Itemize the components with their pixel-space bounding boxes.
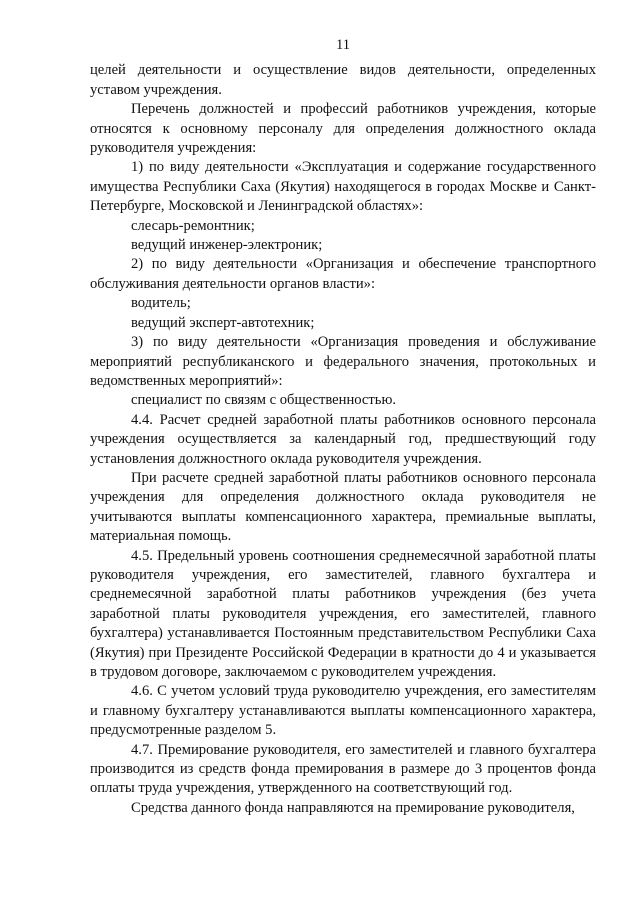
page-number: 11 (335, 37, 351, 53)
paragraph: Перечень должностей и профессий работников учреждения, которые относятся к основному персоналу для определения должностного оклада руководителя учреждения: (90, 101, 596, 157)
paragraph: 1) по виду деятельности «Эксплуатация и содержание государственного имущества Республики Саха (Якутия) находящегося в городах Москве и Санкт-Петербурге, Московской и Ленинградской областях»: (90, 159, 596, 215)
paragraph: 4.6. С учетом условий труда руководителю учреждения, его заместителям и главному бухгалтеру устанавливаются выплаты компенсационного характера, предусмотренные разделом 5. (90, 683, 596, 739)
paragraph: 3) по виду деятельности «Организация проведения и обслуживание мероприятий республиканского и федерального значения, протокольных и ведомственных мероприятий»: (90, 334, 596, 389)
list-item: специалист по связям с общественностью. (131, 392, 396, 409)
paragraph: 4.7. Премирование руководителя, его заместителей и главного бухгалтера производится из средств фонда премирования в размере до 3 процентов фонда оплаты труда учреждения, утвержденного на соответствующий год. (90, 741, 596, 797)
paragraph: 4.5. Предельный уровень соотношения среднемесячной заработной платы руководителя учреждения, его заместителей, главного бухгалтера и среднемесячной заработной платы работников учреждения (без учета заработной платы руководителя учреждения, его заместителей, главного бухгалтера) устанавливается Постоянным представительством Республики Саха (Якутия) при Президенте Российской Федерации в кратности до 4 и указывается в трудовом договоре, заключаемом с руководителем учреждения. (90, 547, 596, 680)
paragraph: Средства данного фонда направляются на премирование руководителя, (131, 799, 575, 816)
paragraph: При расчете средней заработной платы работников основного персонала учреждения для определения должностного оклада руководителя не учитываются выплаты компенсационного характера, премиальные выплаты, материальная помощь. (90, 469, 596, 545)
list-item: водитель; (131, 295, 191, 312)
list-item: слесарь-ремонтник; (131, 217, 255, 234)
paragraph: целей деятельности и осуществление видов деятельности, определенных уставом учреждения. (90, 62, 596, 98)
document-body (90, 61, 596, 818)
paragraph: 2) по виду деятельности «Организация и обеспечение транспортного обслуживания деятельности органов власти»: (90, 256, 596, 292)
list-item: ведущий эксперт-автотехник; (131, 314, 315, 331)
list-item: ведущий инженер-электроник; (131, 237, 323, 254)
paragraph: 4.4. Расчет средней заработной платы работников основного персонала учреждения осуществляется за календарный год, предшествующий году установления должностного оклада руководителя учреждения. (90, 411, 596, 467)
